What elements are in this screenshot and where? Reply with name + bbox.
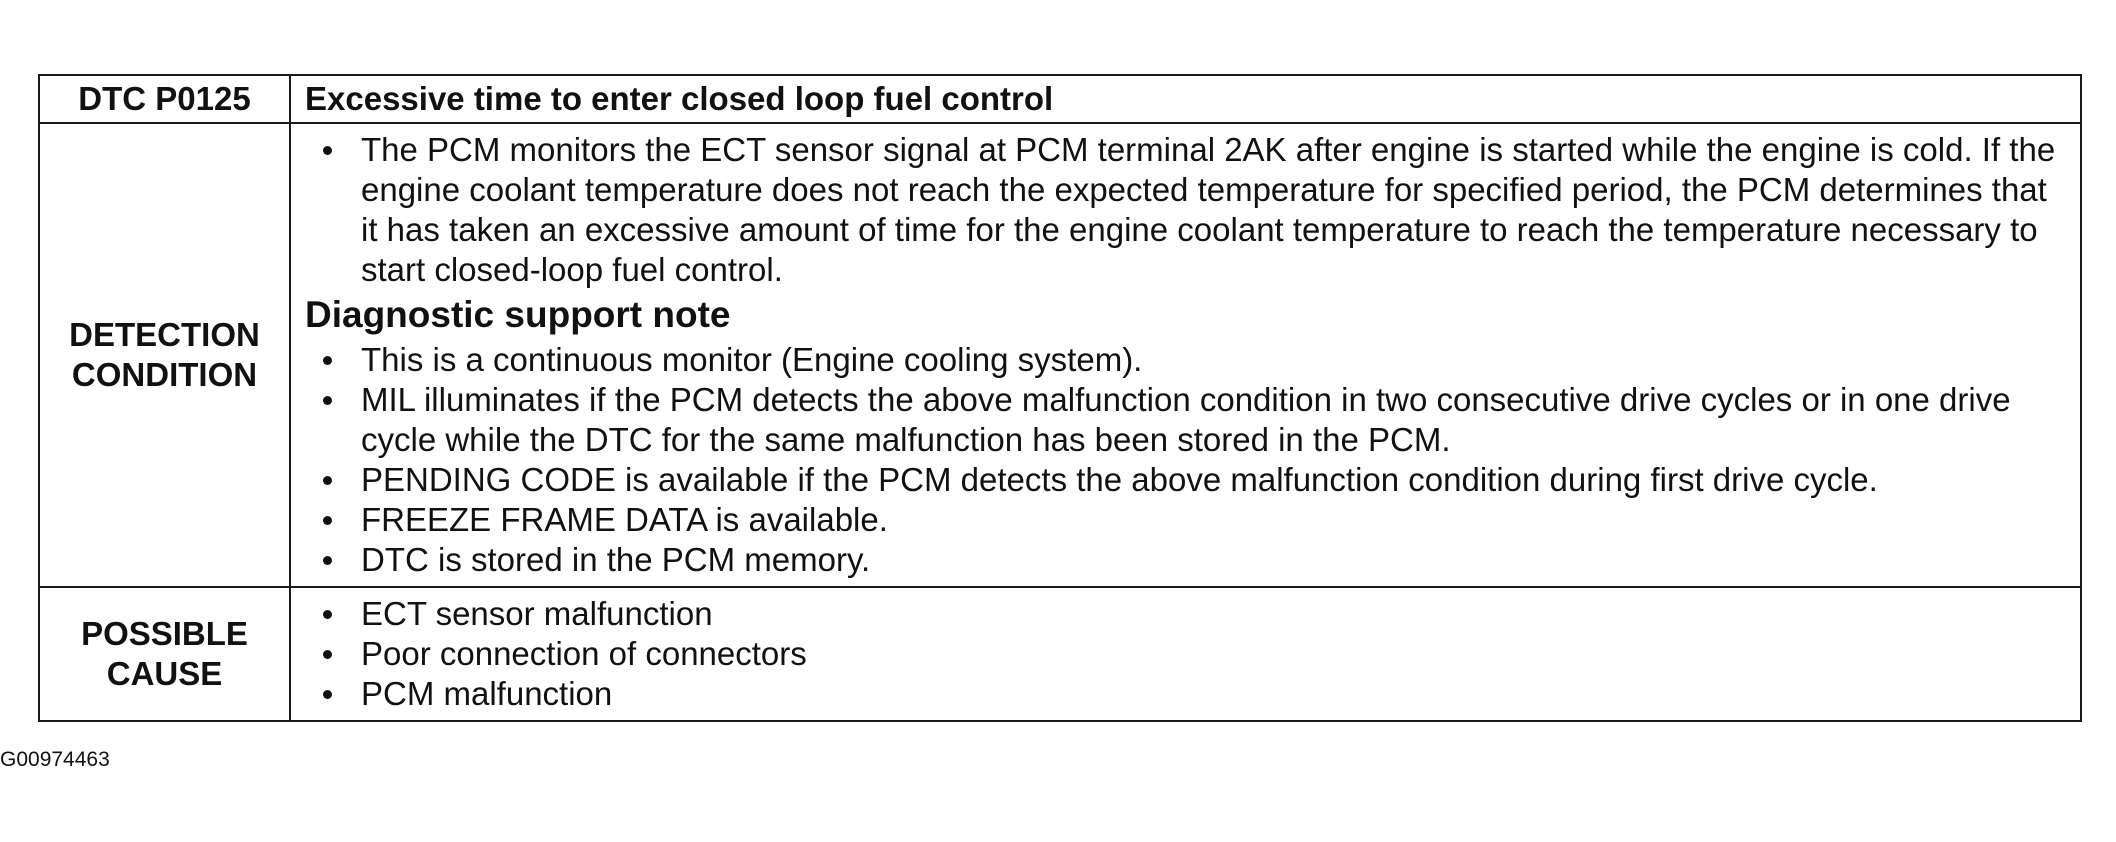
list-item xyxy=(305,594,2066,634)
bullet-text: The PCM monitors the ECT sensor signal at PCM terminal 2AK after engine is started while the engine is cold. If the engine coolant temperature does not reach the expected temperature for specified period, the PCM determines that it has taken an excessive amount of time for the engine coolant temperature to reach the temperature necessary to start closed-loop fuel control. xyxy=(361,131,2056,288)
bullet-text: DTC is stored in the PCM memory. xyxy=(361,541,871,578)
detection-label-line2: CONDITION xyxy=(71,356,258,393)
bullet-text: FREEZE FRAME DATA is available. xyxy=(361,501,888,538)
bullet-icon xyxy=(323,556,332,565)
detection-row xyxy=(39,123,2081,587)
cause-row xyxy=(39,587,2081,721)
bullet-text: This is a continuous monitor (Engine cooling system). xyxy=(361,341,1143,378)
list-item xyxy=(305,540,2066,580)
list-item xyxy=(305,380,2066,460)
diagnostic-note-list xyxy=(305,340,2066,580)
dtc-title: Excessive time to enter closed loop fuel control xyxy=(290,75,2081,123)
cause-bullet-list xyxy=(305,594,2066,714)
cause-label xyxy=(39,587,290,721)
bullet-icon xyxy=(323,356,332,365)
bullet-text: PCM malfunction xyxy=(361,675,613,712)
cause-label-line2: CAUSE xyxy=(106,655,223,692)
detection-bullet-list xyxy=(305,130,2066,290)
dtc-table xyxy=(38,74,2082,722)
detection-label-line1: DETECTION xyxy=(69,316,260,353)
bullet-text: ECT sensor malfunction xyxy=(361,595,713,632)
bullet-icon xyxy=(323,610,332,619)
bullet-icon xyxy=(323,650,332,659)
bullet-text: PENDING CODE is available if the PCM detects the above malfunction condition during first drive cycle. xyxy=(361,461,1878,498)
bullet-text: Poor connection of connectors xyxy=(361,635,807,672)
bullet-icon xyxy=(323,476,332,485)
diagnostic-note-heading: Diagnostic support note xyxy=(305,294,731,335)
figure-code: G00974463 xyxy=(0,748,110,771)
dtc-code: DTC P0125 xyxy=(39,75,290,123)
header-row xyxy=(39,75,2081,123)
bullet-icon xyxy=(323,146,332,155)
list-item xyxy=(305,460,2066,500)
list-item xyxy=(305,674,2066,714)
list-item xyxy=(305,500,2066,540)
list-item xyxy=(305,634,2066,674)
list-item xyxy=(305,340,2066,380)
detection-content xyxy=(290,123,2081,587)
detection-label xyxy=(39,123,290,587)
bullet-icon xyxy=(323,690,332,699)
list-item xyxy=(305,130,2066,290)
cause-content xyxy=(290,587,2081,721)
bullet-icon xyxy=(323,516,332,525)
bullet-text: MIL illuminates if the PCM detects the above malfunction condition in two consecutive drive cycles or in one drive cycle while the DTC for the same malfunction has been stored in the PCM. xyxy=(361,381,2011,458)
bullet-icon xyxy=(323,396,332,405)
cause-label-line1: POSSIBLE xyxy=(81,615,248,652)
